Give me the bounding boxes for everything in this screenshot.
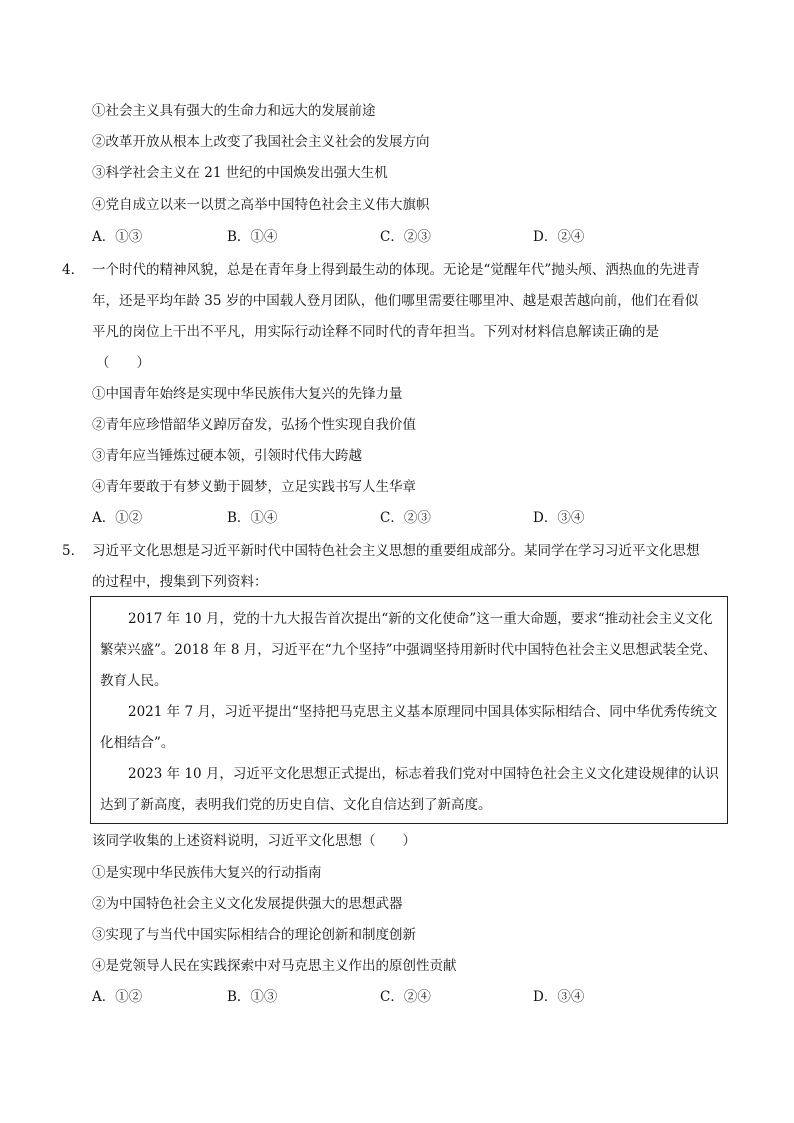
material-line-2: 繁荣兴盛”。2018 年 8 月，习近平在“九个坚持”中强调坚持用新时代中国特色社会主义思想武装全党、 xyxy=(100,642,717,658)
q3-option-a: A．①③ xyxy=(92,229,143,245)
material-line-5: 化相结合”。 xyxy=(100,735,175,751)
q4-option-a: A．①② xyxy=(92,510,143,526)
q3-statement-1: ①社会主义具有强大的生命力和远大的发展前途 xyxy=(92,103,376,119)
material-line-6: 2023 年 10 月，习近平文化思想正式提出，标志着我们党对中国特色社会主义文化建设规律的认识 xyxy=(128,766,719,782)
q4-statement-1: ①中国青年始终是实现中华民族伟大复兴的先锋力量 xyxy=(92,386,403,402)
material-line-4: 2021 年 7 月，习近平提出“坚持把马克思主义基本原理同中国具体实际相结合、同中华优秀传统文 xyxy=(128,704,718,720)
q4-statement-2: ②青年应珍惜韶华义踔厉奋发，弘扬个性实现自我价值 xyxy=(92,417,416,433)
q4-option-b: B．①④ xyxy=(227,510,278,526)
q4-statement-3: ③青年应当锤炼过硬本领，引领时代伟大跨越 xyxy=(92,448,362,464)
q4-option-c: C．②③ xyxy=(380,510,431,526)
q4-stem-line-3: 平凡的岗位上干出不平凡，用实际行动诠释不同时代的青年担当。下列对材料信息解读正确的是 xyxy=(92,324,659,340)
q3-option-d: D．②④ xyxy=(533,229,585,245)
q3-statement-2: ②改革开放从根本上改变了我国社会主义社会的发展方向 xyxy=(92,134,430,150)
q5-stem-line-2: 的过程中，搜集到下列资料： xyxy=(92,574,268,590)
q4-statement-4: ④青年要敢于有梦义勤于圆梦，立足实践书写人生华章 xyxy=(92,479,416,495)
q3-statement-4: ④党自成立以来一以贯之高举中国特色社会主义伟大旗帜 xyxy=(92,197,430,213)
q5-stem-line-1: 习近平文化思想是习近平新时代中国特色社会主义思想的重要组成部分。某同学在学习习近平文化思想 xyxy=(92,543,700,559)
q4-stem-line-1: 一个时代的精神风貌，总是在青年身上得到最生动的体现。无论是“觉醒年代”抛头颅、洒热血的先进青 xyxy=(92,262,700,278)
q5-number: 5． xyxy=(62,543,85,559)
material-line-1: 2017 年 10 月，党的十九大报告首次提出“新的文化使命”这一重大命题，要求“推动社会主义文化 xyxy=(128,611,713,627)
q3-option-c: C．②③ xyxy=(380,229,431,245)
q5-option-b: B．①③ xyxy=(227,989,278,1005)
q3-option-b: B．①④ xyxy=(227,229,278,245)
q5-option-d: D．③④ xyxy=(533,989,585,1005)
q4-answer-blank: （ ） xyxy=(96,355,150,371)
q3-statement-3: ③科学社会主义在 21 世纪的中国焕发出强大生机 xyxy=(92,165,388,181)
q5-question: 该同学收集的上述资料说明，习近平文化思想（ ） xyxy=(92,833,416,849)
q5-statement-3: ③实现了与当代中国实际相结合的理论创新和制度创新 xyxy=(92,927,416,943)
q4-option-d: D．③④ xyxy=(533,510,585,526)
material-line-7: 达到了新高度，表明我们党的历史自信、文化自信达到了新高度。 xyxy=(100,797,492,813)
material-line-3: 教育人民。 xyxy=(100,673,168,689)
q4-number: 4． xyxy=(62,262,85,278)
q5-statement-2: ②为中国特色社会主义文化发展提供强大的思想武器 xyxy=(92,896,403,912)
q5-option-c: C．②④ xyxy=(380,989,431,1005)
q5-statement-1: ①是实现中华民族伟大复兴的行动指南 xyxy=(92,865,322,881)
q5-statement-4: ④是党领导人民在实践探索中对马克思主义作出的原创性贡献 xyxy=(92,958,457,974)
q4-stem-line-2: 年，还是平均年龄 35 岁的中国载人登月团队，他们哪里需要往哪里冲、越是艰苦越向前，他们在看似 xyxy=(92,293,699,309)
q5-option-a: A．①② xyxy=(92,989,143,1005)
